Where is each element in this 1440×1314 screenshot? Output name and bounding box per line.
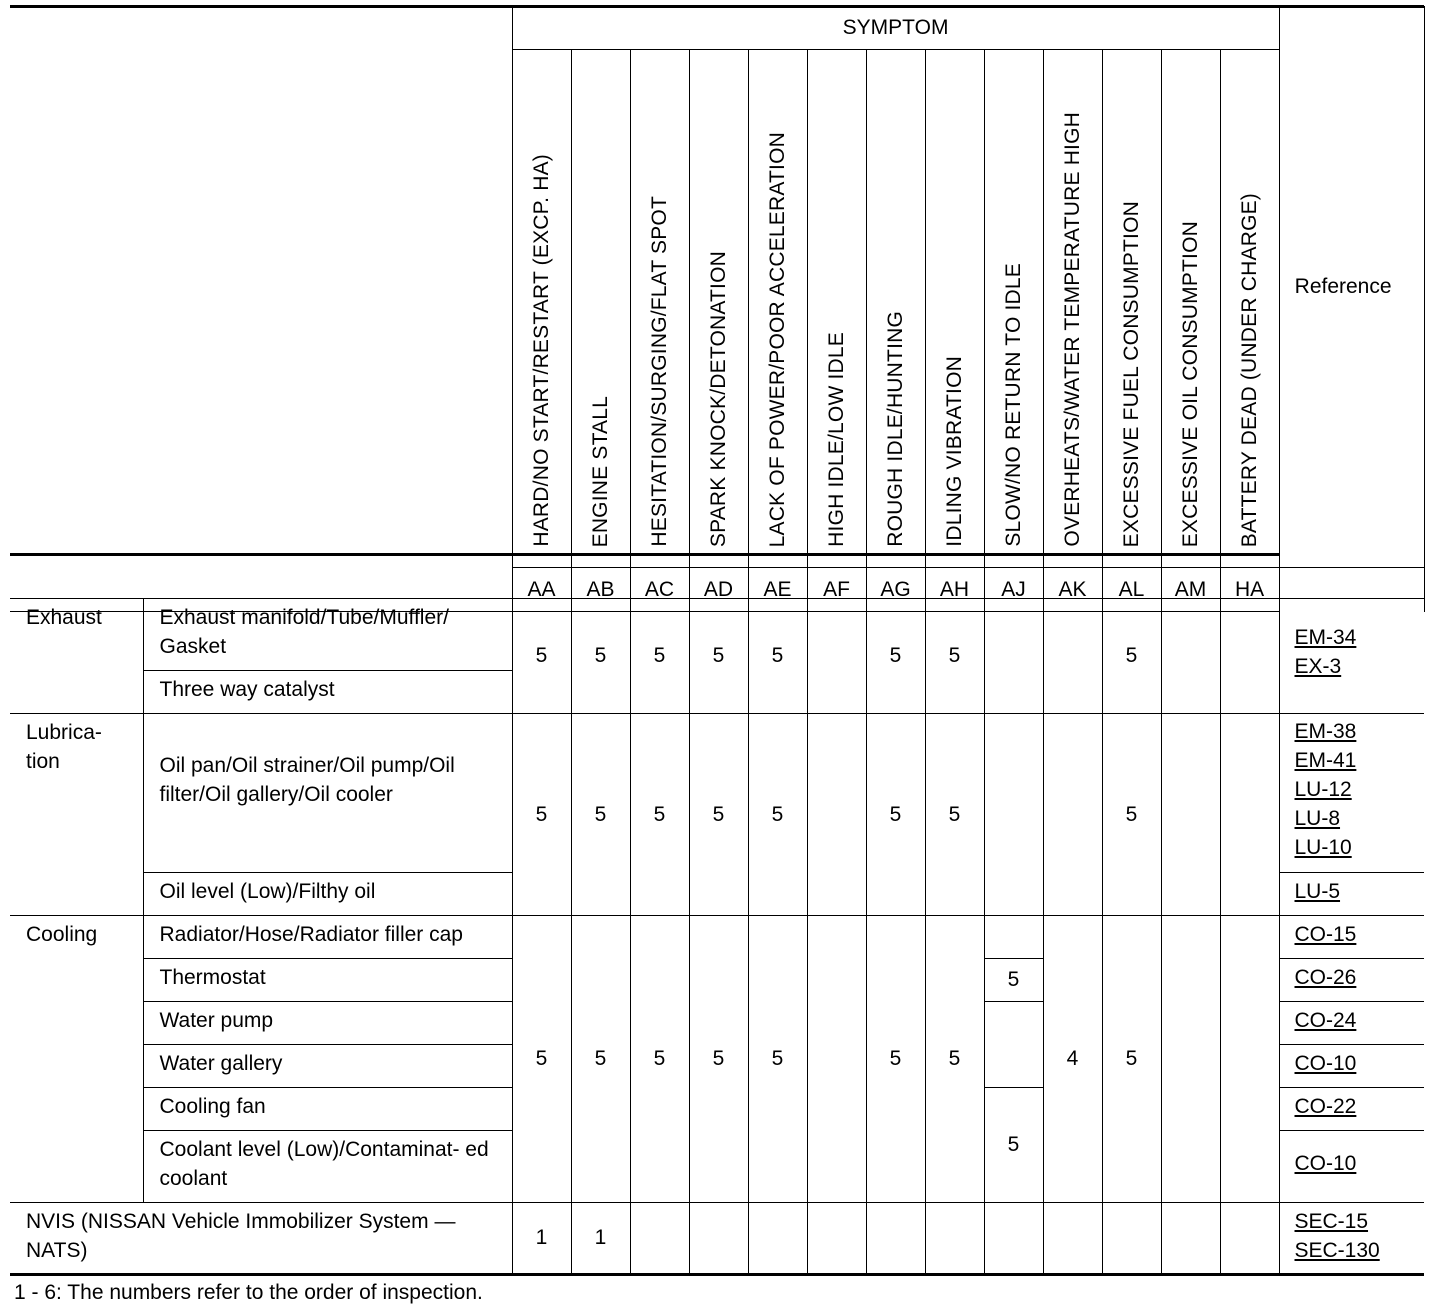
value-cell: 5 [748, 714, 807, 916]
reference-thermostat [1279, 959, 1424, 1002]
reference-cooling-fan [1279, 1088, 1424, 1131]
code-cell: AE [748, 568, 807, 612]
value-cell: 5 [1102, 916, 1161, 1203]
top-rule [10, 5, 1424, 8]
symptom-body-table [10, 598, 1424, 1276]
item-water-pump: Water pump [143, 1002, 512, 1045]
value-cell: 5 [1102, 599, 1161, 714]
symptom-header: EXCESSIVE FUEL CONSUMPTION [1102, 50, 1161, 568]
item-cooling-fan: Cooling fan [143, 1088, 512, 1131]
value-cell: 5 [866, 599, 925, 714]
value-cell [925, 1203, 984, 1275]
reference-radiator [1279, 916, 1424, 959]
symptom-header: OVERHEATS/WATER TEMPERATURE HIGH [1043, 50, 1102, 568]
item-oil-level: Oil level (Low)/Filthy oil [143, 873, 512, 916]
symptom-header: IDLING VIBRATION [925, 50, 984, 568]
value-cell: 5 [689, 599, 748, 714]
ref-link[interactable]: EM-38 [1294, 720, 1357, 743]
symptom-header: HIGH IDLE/LOW IDLE [807, 50, 866, 568]
value-cell: 5 [689, 714, 748, 916]
value-cell [1043, 714, 1102, 916]
category-exhaust: Exhaust [10, 599, 143, 714]
code-cell: AA [512, 568, 571, 612]
value-cell: 1 [571, 1203, 630, 1275]
value-cell [1161, 1203, 1220, 1275]
reference-nvis [1279, 1203, 1424, 1275]
code-cell: AG [866, 568, 925, 612]
reference-coolant-level [1279, 1131, 1424, 1203]
value-cell: 5 [689, 916, 748, 1203]
value-cell [1220, 714, 1279, 916]
value-cell: 5 [512, 599, 571, 714]
value-cell [1220, 1203, 1279, 1275]
item-nvis: NVIS (NISSAN Vehicle Immobilizer System — NATS) [10, 1203, 512, 1275]
symptom-title: SYMPTOM [512, 7, 1279, 50]
value-cell [807, 916, 866, 1203]
value-cell [1220, 599, 1279, 714]
reference-oil-level [1279, 873, 1424, 916]
value-cell [807, 599, 866, 714]
value-cell [984, 599, 1043, 714]
ref-link[interactable]: LU-10 [1294, 836, 1352, 859]
nvis-row [10, 1203, 1424, 1275]
footnote: 1 - 6: The numbers refer to the order of inspection. [14, 1281, 483, 1304]
value-cell: 5 [748, 916, 807, 1203]
value-cell: 5 [630, 916, 689, 1203]
header-row-symptom [10, 7, 1424, 50]
ref-link[interactable]: SEC-15 [1294, 1210, 1369, 1233]
value-cell: 5 [748, 599, 807, 714]
ref-link[interactable]: LU-12 [1294, 778, 1352, 801]
value-cell: 5 [512, 714, 571, 916]
value-cell [748, 1203, 807, 1275]
reference-water-gallery [1279, 1045, 1424, 1088]
category-cooling: Cooling [10, 916, 143, 1203]
item-water-gallery: Water gallery [143, 1045, 512, 1088]
symptom-header: SPARK KNOCK/DETONATION [689, 50, 748, 568]
value-cell [1220, 916, 1279, 1203]
value-cell: 5 [571, 599, 630, 714]
ref-link[interactable]: CO-15 [1294, 923, 1357, 946]
code-cell: AK [1043, 568, 1102, 612]
value-cell [984, 1002, 1043, 1088]
ref-link[interactable]: LU-8 [1294, 807, 1341, 830]
value-cell [866, 1203, 925, 1275]
code-cell: AF [807, 568, 866, 612]
value-cell: 5 [571, 714, 630, 916]
value-cell: 4 [1043, 916, 1102, 1203]
ref-link[interactable]: EM-41 [1294, 749, 1357, 772]
value-cell [689, 1203, 748, 1275]
header-bottom-rule [10, 553, 1279, 556]
code-cell: AD [689, 568, 748, 612]
value-cell [1043, 1203, 1102, 1275]
category-lubrication: Lubrica- tion [10, 714, 143, 916]
value-cell: 5 [925, 916, 984, 1203]
symptom-header: SLOW/NO RETURN TO IDLE [984, 50, 1043, 568]
value-cell-coolant: 5 [984, 1088, 1043, 1203]
ref-link[interactable]: CO-10 [1294, 1152, 1357, 1175]
code-cell: HA [1220, 568, 1279, 612]
ref-link[interactable]: EM-34 [1294, 626, 1357, 649]
ref-link[interactable]: CO-26 [1294, 966, 1357, 989]
value-cell [984, 1203, 1043, 1275]
value-cell [807, 1203, 866, 1275]
item-coolant-level: Coolant level (Low)/Contaminat- ed coolant [143, 1131, 512, 1203]
value-cell [807, 714, 866, 916]
value-cell [1161, 916, 1220, 1203]
value-cell [1043, 599, 1102, 714]
item-three-way-catalyst: Three way catalyst [143, 671, 512, 714]
symptom-header: HARD/NO START/RESTART (EXCP. HA) [512, 50, 571, 568]
code-cell: AM [1161, 568, 1220, 612]
value-cell-thermostat: 5 [984, 959, 1043, 1002]
value-cell [630, 1203, 689, 1275]
reference-exhaust [1279, 599, 1424, 714]
value-cell: 5 [866, 916, 925, 1203]
value-cell: 5 [866, 714, 925, 916]
symptom-header: ROUGH IDLE/HUNTING [866, 50, 925, 568]
code-cell: AH [925, 568, 984, 612]
symptom-header: EXCESSIVE OIL CONSUMPTION [1161, 50, 1220, 568]
item-radiator: Radiator/Hose/Radiator filler cap [143, 916, 512, 959]
blank-corner [10, 7, 512, 612]
item-exhaust-manifold: Exhaust manifold/Tube/Muffler/ Gasket [143, 599, 512, 671]
value-cell: 5 [1102, 714, 1161, 916]
ref-link[interactable]: CO-10 [1294, 1052, 1357, 1075]
item-oil-pan: Oil pan/Oil strainer/Oil pump/Oil filter/Oil gallery/Oil cooler [143, 714, 512, 873]
value-cell [984, 714, 1043, 916]
symptom-header: ENGINE STALL [571, 50, 630, 568]
symptom-table [10, 6, 1425, 612]
value-cell [1102, 1203, 1161, 1275]
value-cell [984, 916, 1043, 959]
value-cell: 5 [630, 714, 689, 916]
reference-water-pump [1279, 1002, 1424, 1045]
symptom-header: BATTERY DEAD (UNDER CHARGE) [1220, 50, 1279, 568]
ref-link[interactable]: LU-5 [1294, 880, 1341, 903]
value-cell: 5 [571, 916, 630, 1203]
code-cell: AC [630, 568, 689, 612]
ref-link[interactable]: CO-22 [1294, 1095, 1357, 1118]
value-cell: 5 [512, 916, 571, 1203]
value-cell: 1 [512, 1203, 571, 1275]
reference-lubrication [1279, 714, 1424, 873]
exhaust-row-1 [10, 599, 1424, 671]
lubrication-row-1 [10, 714, 1424, 873]
value-cell: 5 [925, 599, 984, 714]
ref-link[interactable]: SEC-130 [1294, 1239, 1380, 1262]
value-cell: 5 [630, 599, 689, 714]
value-cell [1161, 714, 1220, 916]
code-cell: AB [571, 568, 630, 612]
symptom-header: HESITATION/SURGING/FLAT SPOT [630, 50, 689, 568]
code-cell: AJ [984, 568, 1043, 612]
value-cell [1161, 599, 1220, 714]
ref-link[interactable]: EX-3 [1294, 655, 1342, 678]
ref-link[interactable]: CO-24 [1294, 1009, 1357, 1032]
reference-title: Reference [1279, 7, 1424, 568]
value-cell: 5 [925, 714, 984, 916]
symptom-header: LACK OF POWER/POOR ACCELERATION [748, 50, 807, 568]
code-cell: AL [1102, 568, 1161, 612]
item-thermostat: Thermostat [143, 959, 512, 1002]
cooling-row-1 [10, 916, 1424, 959]
